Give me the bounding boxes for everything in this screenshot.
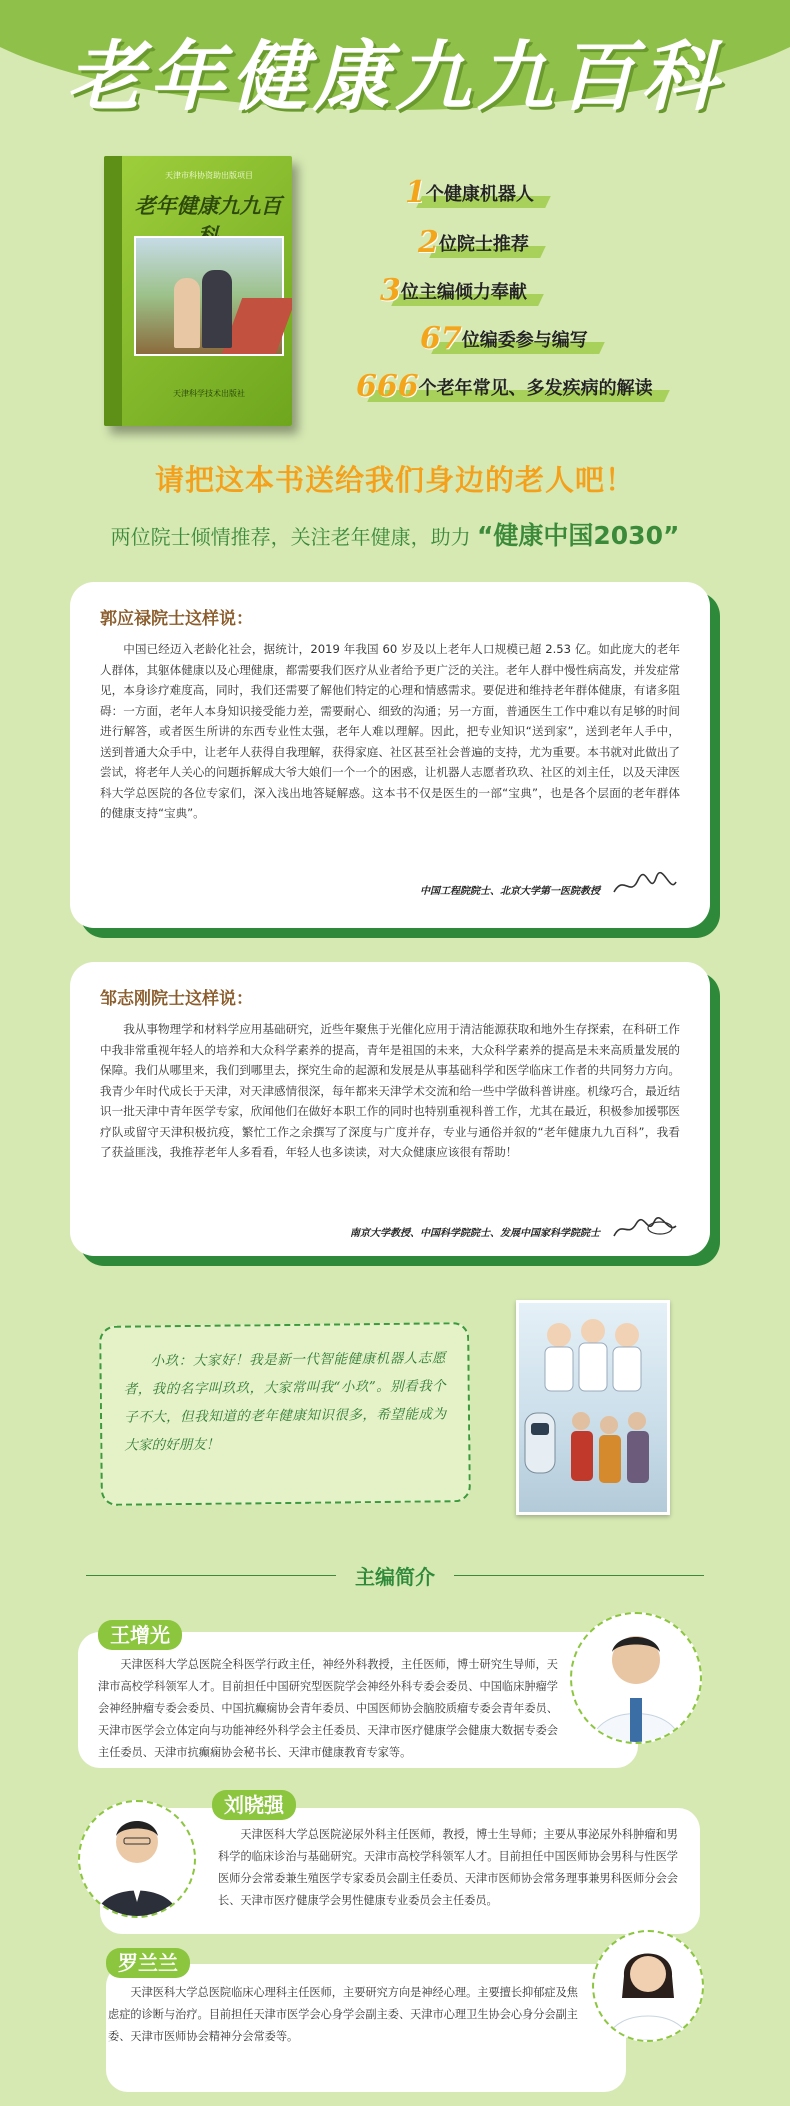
avatar-icon bbox=[80, 1802, 194, 1916]
book-cover bbox=[104, 156, 292, 426]
slogan: 请把这本书送给我们身边的老人吧！ bbox=[154, 463, 635, 497]
book-spine bbox=[104, 156, 122, 426]
highlight-item bbox=[405, 176, 534, 210]
highlight-item bbox=[380, 274, 527, 308]
highlight-item bbox=[356, 370, 653, 404]
person-figure bbox=[202, 270, 232, 348]
editor-portrait-avatar bbox=[592, 1930, 704, 2042]
editor-name: 王增光 bbox=[98, 1620, 182, 1650]
book-title: 老年健康九九百 bbox=[134, 193, 282, 218]
highlight-item bbox=[418, 226, 529, 260]
robot-intro-text: 小玖：大家好！我是新一代智能健康机器人志愿者，我的名字叫玖玖，大家常叫我“小玖”。别看我个子不大，但我知道的老年健康知识很多，希望能成为大家的好朋友！ bbox=[123, 1350, 447, 1454]
book-publisher: 天津科学技术出版社 bbox=[173, 389, 245, 398]
book-cover-photo bbox=[134, 236, 284, 356]
road-shape bbox=[222, 298, 292, 354]
robot-illustration bbox=[516, 1300, 670, 1515]
editor-bio: 天津医科大学总医院临床心理科主任医师，主要研究方向是神经心理。主要擅长抑郁症及焦虑症的诊断与治疗。目前担任天津市医学会心身学会副主委、天津市心理卫生协会心身分会副主委、天津市医师协会精神分会常委等。 bbox=[108, 1986, 578, 2043]
recommendation-card-zou bbox=[70, 962, 710, 1256]
person-figure bbox=[174, 278, 200, 348]
subslogan bbox=[0, 516, 790, 552]
recommendation-heading: 邹志刚院士这样说： bbox=[100, 989, 253, 1009]
highlight-text: 个健康机器人 bbox=[425, 184, 534, 205]
robot-doctors-illustration-icon bbox=[519, 1303, 667, 1512]
recommendation-card-guo bbox=[70, 582, 710, 928]
editor-bio: 天津医科大学总医院泌尿外科主任医师，教授，博士生导师；主要从事泌尿外科肿瘤和男科学的临床诊治与基础研究。天津市高校学科领军人才。目前担任中国医师协会男科与性医学医师分会常委兼生殖医学专家委员会副主任委员、天津市医师协会常务理事兼男科医师分会会长、天津市医疗健康学会男性健康专业委员会主任委员。 bbox=[218, 1828, 678, 1907]
editor-portrait-avatar bbox=[570, 1612, 702, 1744]
robot-intro-box bbox=[99, 1322, 471, 1506]
highlight-text: 位编委参与编写 bbox=[461, 330, 588, 351]
highlight-number: 2 bbox=[418, 225, 439, 260]
subslogan-highlight: “健康中国2030” bbox=[476, 521, 680, 550]
highlight-text: 位主编倾力奉献 bbox=[400, 282, 527, 303]
recommendation-body: 中国已经迈入老龄化社会，据统计，2019 年我国 60 岁及以上老年人口规模已超 2.53 亿。如此庞大的老年人群体，其躯体健康以及心理健康，都需要我们医疗从业者给予更广泛的关注。老年人群中慢性病高发，并发症常见，本身诊疗难度高，同时，我们还需要了解他们特定的心理和情感需求。要促进和维持老年群体健康，有诸多阻碍：一方面，老年人本身知识接受能力差，需要耐心、细致的沟通；另一方面，普通医生工作中难以有足够的时间进行解答，或者医生所讲的东西专业性太强，老年人难以理解。因此，把专业知识“送到家”，送到老年人手中，送到普通大众手中，让老年人获得自我理解，获得家庭、社区甚至社会普遍的支持，尤为重要。本书就对此做出了尝试，将老年人关心的问题拆解成大爷大娘们一个一个的困惑，让机器人志愿者玖玖、社区的刘主任，以及天津医科大学总医院的各位专家们，深入浅出地答疑解惑。这本书不仅是医生的一部“宝典”，也是各个层面的老年群体的健康支持“宝典”。 bbox=[100, 642, 680, 820]
page-title: 老年健康九九百科 bbox=[67, 32, 723, 121]
recommendation-body: 我从事物理学和材料学应用基础研究，近些年聚焦于光催化应用于清洁能源获取和地外生存探索，在科研工作中我非常重视年轻人的培养和大众科学素养的提高，青年是祖国的未来，大众科学素养的提高是未来高质量发展的保障。我们从哪里来，我们到哪里去，探究生命的起源和发展是从事基础科学和医学临床工作者的共同努力方向。我青少年时代成长于天津，对天津感情很深，每年都来天津学术交流和给一些中学做科普讲座。机缘巧合，最近结识一批天津中青年医学专家，欣闻他们在做好本职工作的同时也特别重视科普工作，尤其在最近，积极参加援鄂医疗队或留守天津积极抗疫，繁忙工作之余撰写了深度与广度并存，专业与通俗并叙的“老年健康九九百科”，我看了获益匪浅，我推荐老年人多看看，年轻人也多读读，对大众健康应该很有帮助！ bbox=[100, 1022, 680, 1159]
editors-section-title: 主编简介 bbox=[355, 1565, 435, 1589]
editor-bio: 天津医科大学总医院全科医学行政主任，神经外科教授，主任医师，博士研究生导师，天津市高校学科领军人才。目前担任中国研究型医院学会神经外科专委会委员、中国临床肿瘤学会神经肿瘤专委会委员、中国抗癫痫协会青年委员、中国医师协会脑胶质瘤专委会青年委员、天津市医学会立体定向与功能神经外科学会主任委员、天津市医疗健康学会健康大数据专委会主任委员、天津市抗癫痫协会秘书长、天津市健康教育专家等。 bbox=[98, 1658, 558, 1759]
editor-portrait-avatar bbox=[78, 1800, 196, 1918]
avatar-icon bbox=[572, 1614, 700, 1742]
highlight-item bbox=[420, 322, 588, 356]
highlight-text: 个老年常见、多发疾病的解读 bbox=[418, 378, 653, 399]
book-small-line: 天津市科协资助出版项目 bbox=[165, 171, 253, 180]
recommendation-heading: 郭应禄院士这样说： bbox=[100, 609, 253, 629]
handwritten-signature-icon bbox=[610, 1210, 680, 1244]
subslogan-prefix: 两位院士倾情推荐，关注老年健康，助力 bbox=[110, 525, 471, 549]
editor-name: 罗兰兰 bbox=[106, 1948, 190, 1978]
highlight-number: 3 bbox=[380, 273, 401, 308]
recommendation-signature-title: 南京大学教授、中国科学院院士、发展中国家科学院院士 bbox=[350, 1228, 600, 1239]
handwritten-signature-icon bbox=[610, 868, 680, 902]
recommendation-signature-title: 中国工程院院士、北京大学第一医院教授 bbox=[420, 886, 600, 897]
highlight-number: 1 bbox=[405, 175, 426, 210]
highlight-text: 位院士推荐 bbox=[438, 234, 529, 255]
editor-name: 刘晓强 bbox=[212, 1790, 296, 1820]
highlight-number: 666 bbox=[356, 369, 419, 404]
avatar-icon bbox=[594, 1932, 702, 2040]
highlight-number: 67 bbox=[420, 321, 462, 356]
